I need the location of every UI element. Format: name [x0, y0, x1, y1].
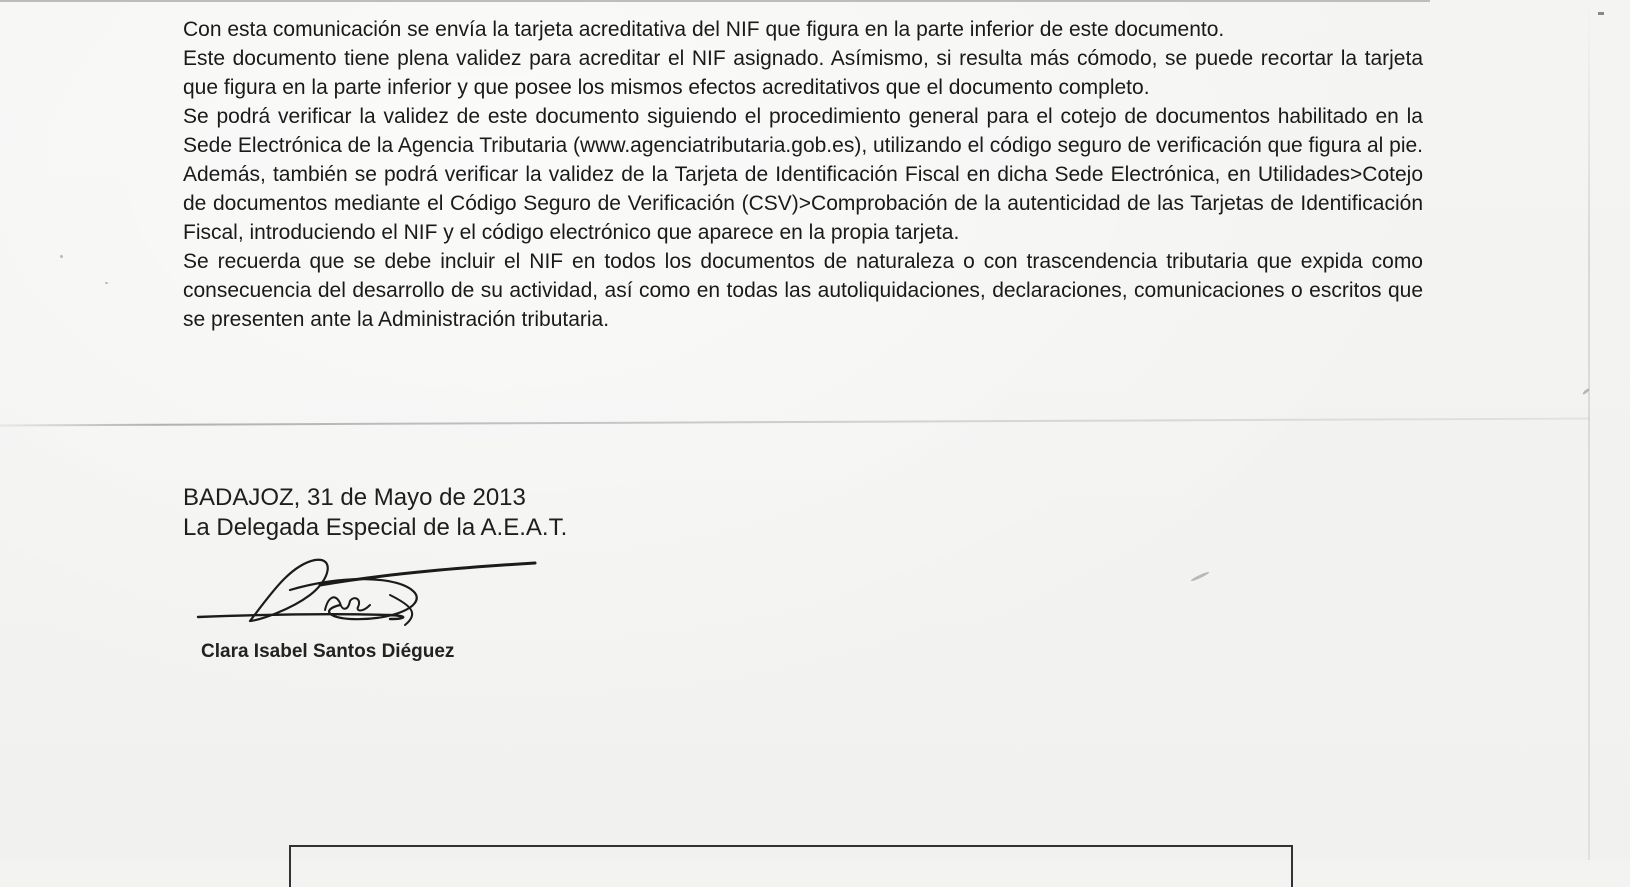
- scan-mark: [1598, 12, 1604, 15]
- place-and-date: BADAJOZ, 31 de Mayo de 2013: [183, 484, 526, 511]
- paper-fold-crease: [0, 418, 1590, 427]
- paragraph-intro: Con esta comunicación se envía la tarjeta acreditativa del NIF que figura en la parte inferior de este documento.: [183, 18, 1225, 41]
- signer-role: La Delegada Especial de la A.E.A.T.: [183, 514, 568, 541]
- paper-right-edge: [1588, 0, 1590, 860]
- handwritten-signature-icon: [190, 555, 550, 635]
- letter-body: [183, 15, 1423, 334]
- nif-card-border: [289, 845, 1293, 887]
- top-rule: [0, 0, 1430, 2]
- scan-speck: [1190, 571, 1209, 582]
- signer-name: Clara Isabel Santos Diéguez: [201, 641, 455, 662]
- paragraph-validity: Este documento tiene plena validez para acreditar el NIF asignado. Asímismo, si resulta más cómodo, se puede recortar la tarjeta que figura en la parte inferior y que posee los mismos efectos acreditativos que el documento completo.: [183, 47, 1423, 99]
- scan-speck: [60, 255, 63, 258]
- scan-speck: [105, 282, 108, 284]
- paragraph-reminder: Se recuerda que se debe incluir el NIF en todos los documentos de naturaleza o con trascendencia tributaria que expida como consecuencia del desarrollo de su actividad, así como en todas las autoliquidaciones, declaraciones, comunicaciones o escritos que se presenten ante la Administración tributaria.: [183, 250, 1423, 331]
- paragraph-verification: Se podrá verificar la validez de este documento siguiendo el procedimiento general para el cotejo de documentos habilitado en la Sede Electrónica de la Agencia Tributaria (www.agenciatributaria.gob.es), utilizando el código seguro de verificación que figura al pie. Además, también se podrá verificar la validez de la Tarjeta de Identificación Fiscal en dicha Sede Electrónica, en Utilidades>Cotejo de documentos mediante el Código Seguro de Verificación (CSV)>Comprobación de la autenticidad de las Tarjetas de Identificación Fiscal, introduciendo el NIF y el código electrónico que aparece en la propia tarjeta.: [183, 105, 1423, 244]
